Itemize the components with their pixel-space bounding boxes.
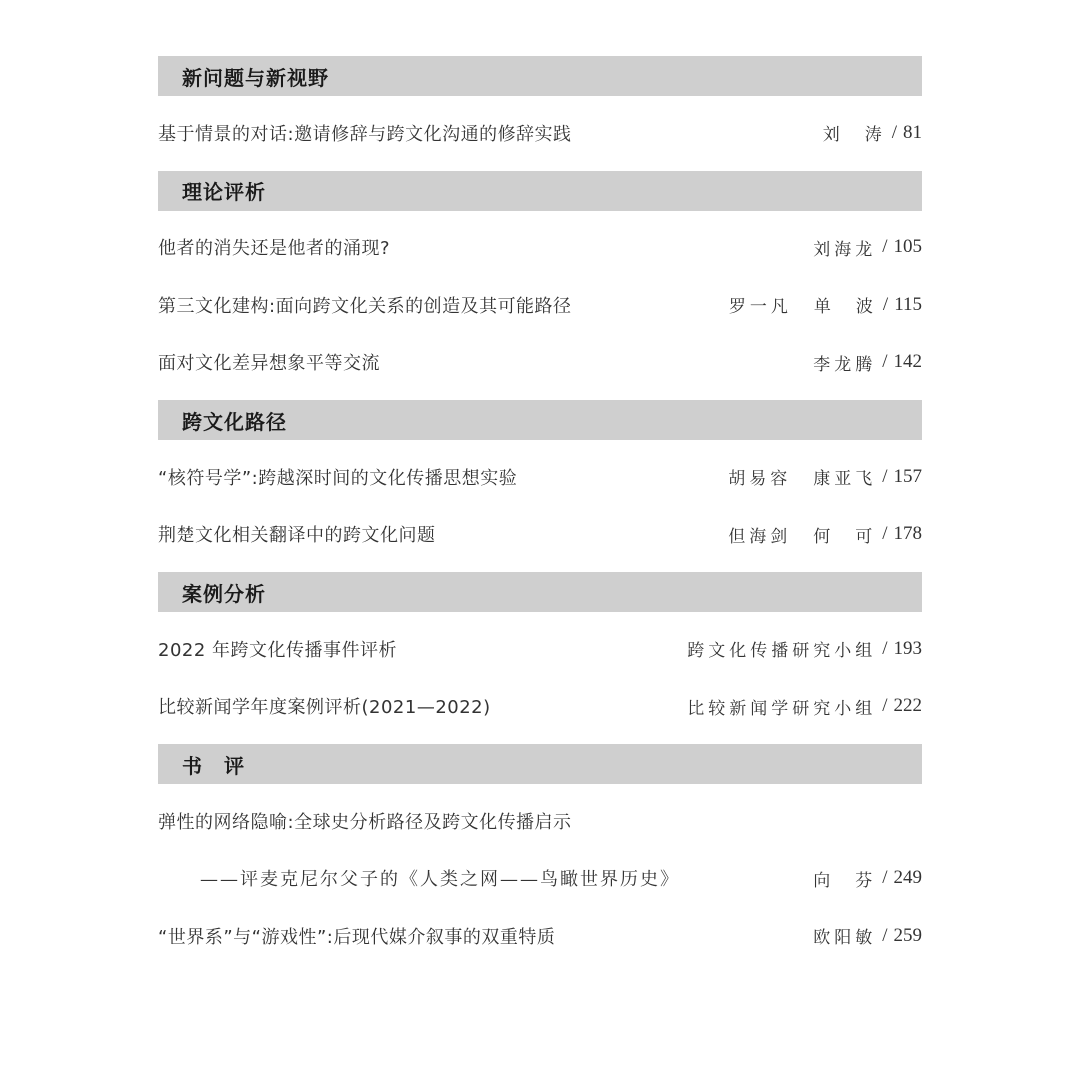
toc-entry[interactable] [158,506,922,564]
entry-author: 但海剑 [728,526,792,547]
entry-title[interactable]: 基于情景的对话:邀请修辞与跨文化沟通的修辞实践 [158,123,572,145]
toc-entry[interactable] [158,907,922,965]
toc-entry[interactable] [158,620,922,678]
entry-meta [728,464,922,489]
entry-title[interactable]: 他者的消失还是他者的涌现? [158,238,391,260]
page-number: 81 [903,121,922,143]
entry-title[interactable]: 2022 年跨文化传播事件评析 [158,639,398,661]
section-header: 理论评析 [158,171,922,211]
entry-title[interactable]: 比较新闻学年度案例评析(2021—2022) [158,697,491,719]
toc-entry[interactable] [158,104,922,162]
separator: / [882,236,888,258]
entry-meta [813,866,922,891]
toc-entry[interactable] [158,219,922,277]
entry-title[interactable]: 荆楚文化相关翻译中的跨文化问题 [158,525,436,547]
entry-meta [728,522,922,547]
entry-meta [729,292,922,317]
entry-author: 何 可 [813,526,877,547]
section-header: 新问题与新视野 [158,56,922,96]
table-of-contents [158,56,922,965]
page-number: 259 [893,924,922,946]
entry-meta [813,350,922,375]
page-number: 105 [893,236,922,258]
separator: / [882,924,888,946]
separator: / [882,523,888,545]
toc-entry[interactable] [158,850,922,908]
page-number: 115 [894,293,922,315]
separator: / [882,637,888,659]
entry-author: 罗一凡 [728,297,792,318]
page-number: 193 [893,637,922,659]
section-header: 书 评 [158,744,922,784]
section-header: 跨文化路径 [158,400,922,440]
page-number: 178 [893,523,922,545]
entry-meta [687,694,922,719]
toc-entry[interactable] [158,678,922,736]
entry-author: 刘海龙 [813,239,877,260]
entry-title[interactable]: 弹性的网络隐喻:全球史分析路径及跨文化传播启示 [158,811,572,833]
entry-author: 欧阳敏 [813,928,877,949]
separator: / [891,121,897,143]
entry-author: 李龙腾 [813,354,877,375]
entry-title[interactable]: 第三文化建构:面向跨文化关系的创造及其可能路径 [158,295,572,317]
toc-entry[interactable] [158,448,922,506]
entry-author: 刘 涛 [822,125,886,146]
separator: / [882,293,889,315]
page-number: 222 [893,695,922,717]
entry-author: 胡易容 [728,469,792,490]
page-number: 142 [893,351,922,373]
separator: / [882,867,888,889]
section-header: 案例分析 [158,572,922,612]
separator: / [882,695,888,717]
entry-author: 向 芬 [813,870,877,891]
page-number: 249 [893,867,922,889]
toc-entry[interactable] [158,792,922,850]
entry-meta [687,636,922,661]
entry-author: 跨文化传播研究小组 [687,641,877,662]
entry-author: 比较新闻学研究小组 [687,698,877,719]
entry-title[interactable]: 面对文化差异想象平等交流 [158,353,380,375]
entry-author: 康亚飞 [813,469,877,490]
toc-entry[interactable] [158,276,922,334]
page-number: 157 [893,465,922,487]
toc-entry[interactable] [158,334,922,392]
entry-meta [813,235,922,260]
entry-meta [823,120,922,145]
entry-subtitle[interactable]: ——评麦克尼尔父子的《人类之网——鸟瞰世界历史》 [200,869,680,891]
separator: / [882,465,888,487]
entry-title[interactable]: “核符号学”:跨越深时间的文化传播思想实验 [158,467,518,489]
entry-author: 单 波 [813,297,877,318]
entry-meta [813,923,922,948]
separator: / [882,351,888,373]
entry-title[interactable]: “世界系”与“游戏性”:后现代媒介叙事的双重特质 [158,926,556,948]
